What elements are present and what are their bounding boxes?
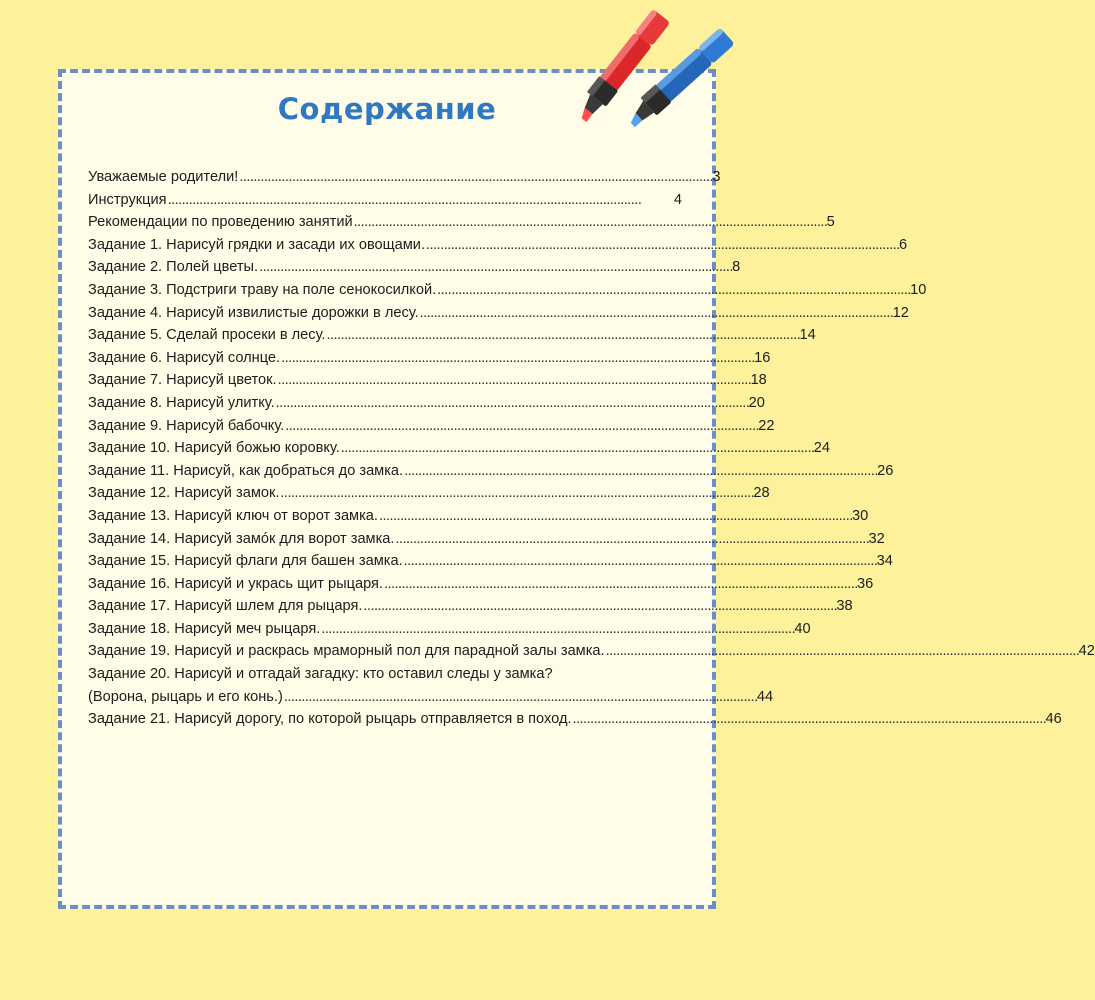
toc-leader-dots [379,505,851,528]
toc-page-number: 20 [748,394,765,411]
toc-entry-title: Задание 17. Нарисуй шлем для рыцаря. [88,598,363,615]
toc-leader-dots [404,460,876,483]
toc-entry[interactable] [88,550,893,573]
toc-leader-dots [606,640,1078,663]
toc-page-number: 26 [877,462,894,479]
toc-entry-title: Задание 13. Нарисуй ключ от ворот замка. [88,507,378,524]
toc-entry[interactable] [88,347,771,370]
toc-entry[interactable] [88,663,774,708]
table-of-contents [88,166,1095,731]
toc-line [88,573,874,596]
toc-leader-dots [341,437,813,460]
toc-line [88,234,908,257]
toc-entry-title: Задание 4. Нарисуй извилистые дорожки в лесу. [88,304,419,321]
toc-entry-title: Задание 7. Нарисуй цветок. [88,372,277,389]
toc-entry-title: Задание 9. Нарисуй бабочку. [88,417,285,434]
toc-page-number: 10 [910,281,927,298]
toc-line [88,618,811,641]
toc-line [88,324,816,347]
toc-entry-title: Задание 5. Сделай просеки в лесу. [88,327,326,344]
toc-leader-dots [239,166,711,189]
toc-entry-title: (Ворона, рыцарь и его конь.) [88,688,283,705]
toc-line [88,595,853,618]
toc-entry[interactable] [88,256,741,279]
toc-entry-title: Задание 11. Нарисуй, как добраться до замка. [88,462,404,479]
toc-entry[interactable] [88,640,1095,663]
toc-entry-title: Задание 15. Нарисуй флаги для башен замка. [88,553,403,570]
toc-leader-dots [280,482,752,505]
toc-leader-dots [363,595,835,618]
toc-page-number: 18 [750,372,767,389]
toc-page-number: 5 [826,214,835,231]
toc-line [88,279,927,302]
toc-page-number: 44 [756,688,774,705]
toc-entry[interactable] [88,189,682,212]
toc-page-number: 6 [899,236,908,253]
toc-line [88,189,682,212]
toc-line [88,302,909,325]
toc-line [88,550,893,573]
toc-line [88,347,771,370]
toc-entry[interactable] [88,708,1062,731]
toc-entry-title: Задание 3. Подстриги траву на поле сенокосилкой. [88,281,437,298]
toc-entry-title: Задание 19. Нарисуй и раскрась мраморный пол для парадной залы замка. [88,643,605,660]
toc-page-number: 40 [794,620,811,637]
toc-entry-title: Задание 12. Нарисуй замок. [88,485,280,502]
toc-page-number: 14 [799,327,816,344]
toc-page-number: 3 [712,169,721,185]
toc-entry[interactable] [88,573,874,596]
toc-line [88,166,721,189]
toc-entry-title: Уважаемые родители! [88,169,239,185]
toc-line [88,528,885,551]
toc-entry[interactable] [88,392,765,415]
page-title: Содержание [277,92,497,126]
toc-line [88,369,767,392]
toc-leader-dots [278,369,750,392]
toc-leader-dots [281,347,753,370]
toc-page-number: 32 [868,530,885,547]
toc-page-number: 46 [1045,711,1062,728]
toc-line [88,505,869,528]
toc-entry[interactable] [88,595,853,618]
toc-page-number: 38 [836,598,853,615]
toc-entry[interactable] [88,415,775,438]
toc-entry[interactable] [88,166,721,189]
toc-entry[interactable] [88,482,770,505]
toc-leader-dots [168,189,673,212]
toc-page-number: 42 [1078,643,1095,660]
toc-leader-dots [437,279,909,302]
toc-leader-dots [321,618,793,641]
toc-entry[interactable] [88,234,908,257]
toc-page-number: 16 [754,349,771,366]
toc-entry-title: Задание 21. Нарисуй дорогу, по которой рыцарь отправляется в поход. [88,711,572,728]
toc-page-number: 22 [758,417,775,434]
toc-leader-dots [284,686,756,709]
toc-page-number: 24 [813,440,831,457]
toc-entry[interactable] [88,618,811,641]
toc-page-number: 34 [876,553,893,570]
toc-entry[interactable] [88,211,835,234]
toc-entry-title: Инструкция [88,191,167,208]
toc-leader-dots [326,324,798,347]
toc-entry-title: Задание 18. Нарисуй меч рыцаря. [88,620,321,637]
toc-page-number: 36 [856,575,874,592]
toc-entry[interactable] [88,437,831,460]
toc-line [88,211,835,234]
toc-line [88,640,1095,663]
toc-leader-dots [384,573,856,596]
toc-entry-title: Задание 20. Нарисуй и отгадай загадку: кто оставил следы у замка? [88,666,553,683]
toc-entry-title: Рекомендации по проведению занятий [88,214,353,231]
toc-page-number: 12 [892,304,909,321]
toc-page-number: 8 [732,259,741,276]
toc-leader-dots [426,234,898,257]
toc-line [88,460,894,483]
toc-entry-title: Задание 8. Нарисуй улитку. [88,394,275,411]
toc-line [88,686,774,709]
toc-entry[interactable] [88,505,869,528]
toc-entry-title: Задание 14. Нарисуй замóк для ворот замка. [88,530,395,547]
toc-entry[interactable] [88,324,816,347]
toc-entry-title: Задание 10. Нарисуй божью коровку. [88,440,340,457]
toc-leader-dots [276,392,748,415]
toc-page-number: 28 [753,485,770,502]
toc-line [88,437,831,460]
toc-leader-dots [395,528,867,551]
toc-line [88,392,765,415]
toc-entry[interactable] [88,279,927,302]
toc-leader-dots [285,415,757,438]
toc-leader-dots [354,211,826,234]
toc-line [88,708,1062,731]
toc-entry-title: Задание 2. Полей цветы. [88,259,259,276]
toc-entry[interactable] [88,369,767,392]
toc-leader-dots [573,708,1045,731]
toc-entry-title: Задание 1. Нарисуй грядки и засади их овощами. [88,236,426,253]
toc-entry[interactable] [88,528,885,551]
toc-leader-dots [420,302,892,325]
toc-line [88,256,741,279]
toc-leader-dots [404,550,876,573]
toc-line [88,482,770,505]
toc-page-number: 30 [851,507,869,524]
toc-entry[interactable] [88,302,909,325]
toc-leader-dots [259,256,731,279]
toc-entry-title: Задание 16. Нарисуй и укрась щит рыцаря. [88,575,383,592]
toc-line [88,415,775,438]
toc-entry-title: Задание 6. Нарисуй солнце. [88,349,281,366]
toc-line [88,663,682,686]
toc-entry[interactable] [88,460,894,483]
toc-page-number: 4 [673,191,682,208]
